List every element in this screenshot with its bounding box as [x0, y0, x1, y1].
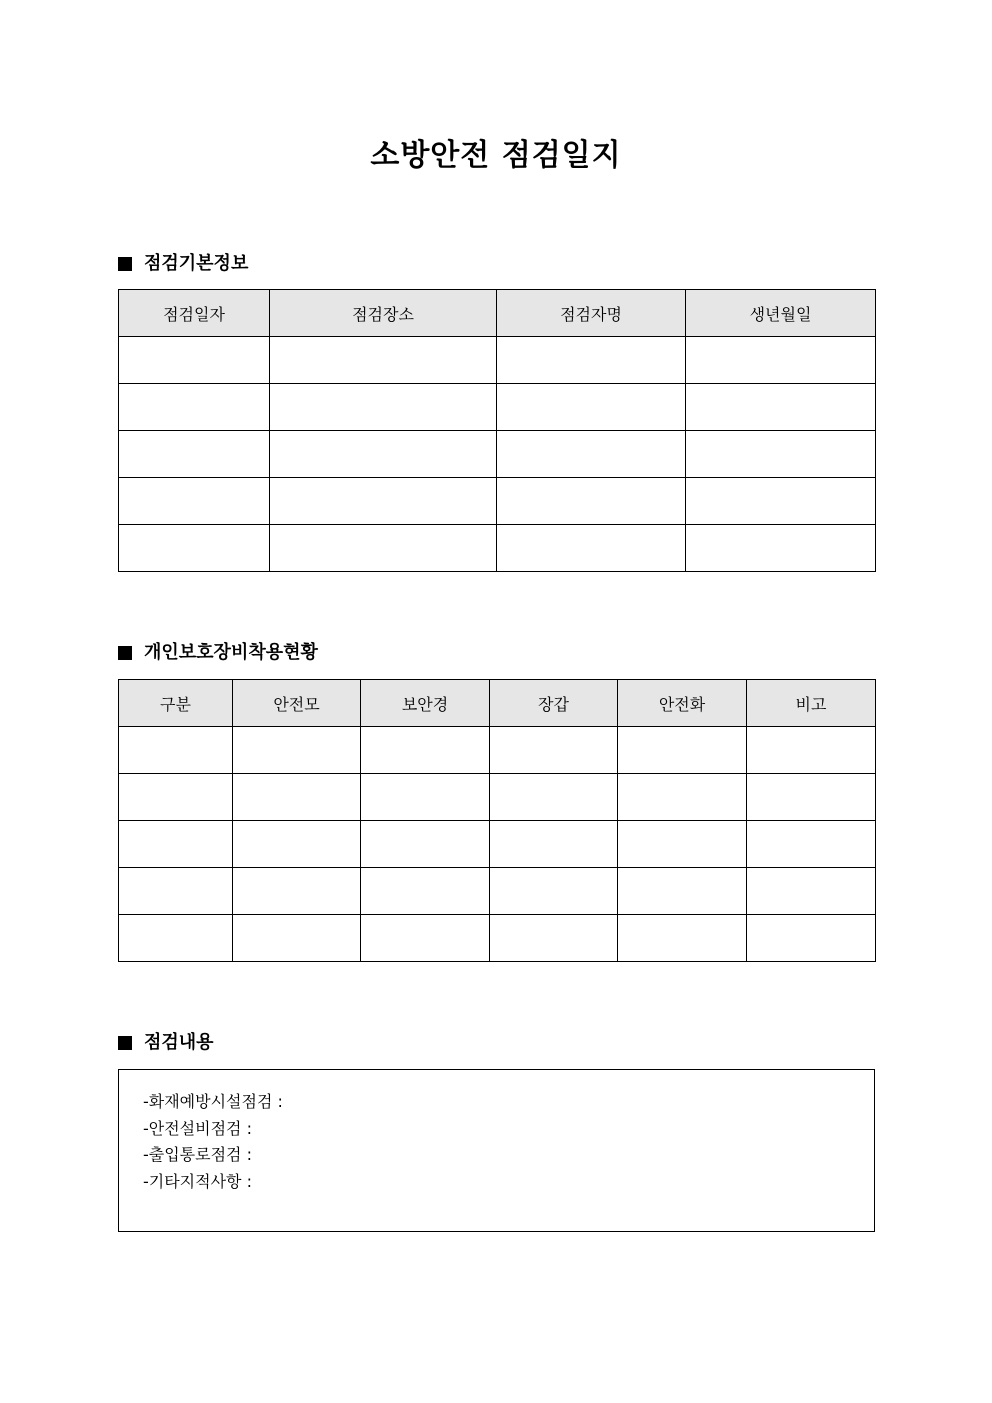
- table-cell[interactable]: [490, 821, 618, 868]
- table-cell[interactable]: [270, 431, 497, 478]
- table-cell[interactable]: [233, 821, 361, 868]
- table-cell[interactable]: [361, 774, 490, 821]
- inspection-item-passageway: -출입통로점검 :: [143, 1145, 252, 1164]
- table-cell[interactable]: [361, 821, 490, 868]
- table-cell[interactable]: [747, 774, 876, 821]
- table-row: [119, 384, 876, 431]
- table-cell[interactable]: [361, 727, 490, 774]
- table-row: [119, 915, 876, 962]
- square-bullet-icon: [118, 257, 132, 271]
- section-heading-inspection-content: [118, 1031, 214, 1055]
- table-cell[interactable]: [618, 915, 747, 962]
- column-header-remarks: 비고: [747, 680, 876, 727]
- table-cell[interactable]: [686, 337, 876, 384]
- inspection-item-fire-prevention: -화재예방시설점검 :: [143, 1092, 283, 1111]
- table-header-row: [119, 290, 876, 337]
- table-cell[interactable]: [747, 727, 876, 774]
- protective-equipment-table: [118, 679, 876, 962]
- section-heading-basic-info: [118, 252, 248, 276]
- table-cell[interactable]: [361, 868, 490, 915]
- inspection-item-safety-equipment: -안전설비점검 :: [143, 1118, 252, 1138]
- table-cell[interactable]: [686, 525, 876, 572]
- table-cell[interactable]: [119, 337, 270, 384]
- column-header-safety-helmet: 안전모: [233, 680, 361, 727]
- inspection-item-other-issues: -기타지적사항 :: [143, 1171, 252, 1191]
- table-cell[interactable]: [233, 774, 361, 821]
- table-cell[interactable]: [119, 915, 233, 962]
- table-cell[interactable]: [119, 774, 233, 821]
- table-row: [119, 431, 876, 478]
- table-cell[interactable]: [747, 915, 876, 962]
- section-heading-label: 점검기본정보: [144, 253, 249, 274]
- table-row: [119, 727, 876, 774]
- table-cell[interactable]: [119, 821, 233, 868]
- table-cell[interactable]: [686, 431, 876, 478]
- table-cell[interactable]: [490, 727, 618, 774]
- square-bullet-icon: [118, 1036, 132, 1050]
- inspection-content-box[interactable]: [118, 1069, 875, 1232]
- table-cell[interactable]: [747, 868, 876, 915]
- table-cell[interactable]: [686, 478, 876, 525]
- table-cell[interactable]: [497, 525, 686, 572]
- table-cell[interactable]: [497, 478, 686, 525]
- table-cell[interactable]: [497, 384, 686, 431]
- column-header-inspector-name: 점검자명: [497, 290, 686, 337]
- table-cell[interactable]: [270, 478, 497, 525]
- section-heading-protective-equipment: [118, 641, 318, 665]
- table-cell[interactable]: [119, 478, 270, 525]
- table-cell[interactable]: [119, 431, 270, 478]
- table-cell[interactable]: [618, 868, 747, 915]
- table-row: [119, 821, 876, 868]
- table-row: [119, 525, 876, 572]
- table-cell[interactable]: [747, 821, 876, 868]
- table-cell[interactable]: [618, 774, 747, 821]
- table-cell[interactable]: [618, 727, 747, 774]
- table-cell[interactable]: [233, 868, 361, 915]
- column-header-safety-shoes: 안전화: [618, 680, 747, 727]
- table-cell[interactable]: [497, 431, 686, 478]
- table-cell[interactable]: [233, 915, 361, 962]
- table-cell[interactable]: [686, 384, 876, 431]
- column-header-category: 구분: [119, 680, 233, 727]
- table-header-row: [119, 680, 876, 727]
- column-header-safety-goggles: 보안경: [361, 680, 490, 727]
- column-header-inspection-location: 점검장소: [270, 290, 497, 337]
- column-header-inspection-date: 점검일자: [119, 290, 270, 337]
- table-cell[interactable]: [270, 525, 497, 572]
- column-header-birth-date: 생년월일: [686, 290, 876, 337]
- table-cell[interactable]: [119, 525, 270, 572]
- page-title: 소방안전 점검일지: [370, 138, 622, 173]
- table-cell[interactable]: [618, 821, 747, 868]
- section-heading-label: 점검내용: [144, 1032, 214, 1053]
- square-bullet-icon: [118, 646, 132, 660]
- table-cell[interactable]: [490, 774, 618, 821]
- table-row: [119, 868, 876, 915]
- table-cell[interactable]: [490, 868, 618, 915]
- section-heading-label: 개인보호장비착용현황: [144, 642, 318, 663]
- table-cell[interactable]: [490, 915, 618, 962]
- table-cell[interactable]: [119, 868, 233, 915]
- inspection-content-lines: [143, 1089, 283, 1195]
- column-header-gloves: 장갑: [490, 680, 618, 727]
- table-cell[interactable]: [497, 337, 686, 384]
- table-cell[interactable]: [233, 727, 361, 774]
- table-row: [119, 774, 876, 821]
- basic-info-table: [118, 289, 876, 572]
- table-cell[interactable]: [119, 727, 233, 774]
- table-cell[interactable]: [270, 384, 497, 431]
- table-cell[interactable]: [361, 915, 490, 962]
- table-cell[interactable]: [119, 384, 270, 431]
- table-row: [119, 337, 876, 384]
- table-cell[interactable]: [270, 337, 497, 384]
- table-row: [119, 478, 876, 525]
